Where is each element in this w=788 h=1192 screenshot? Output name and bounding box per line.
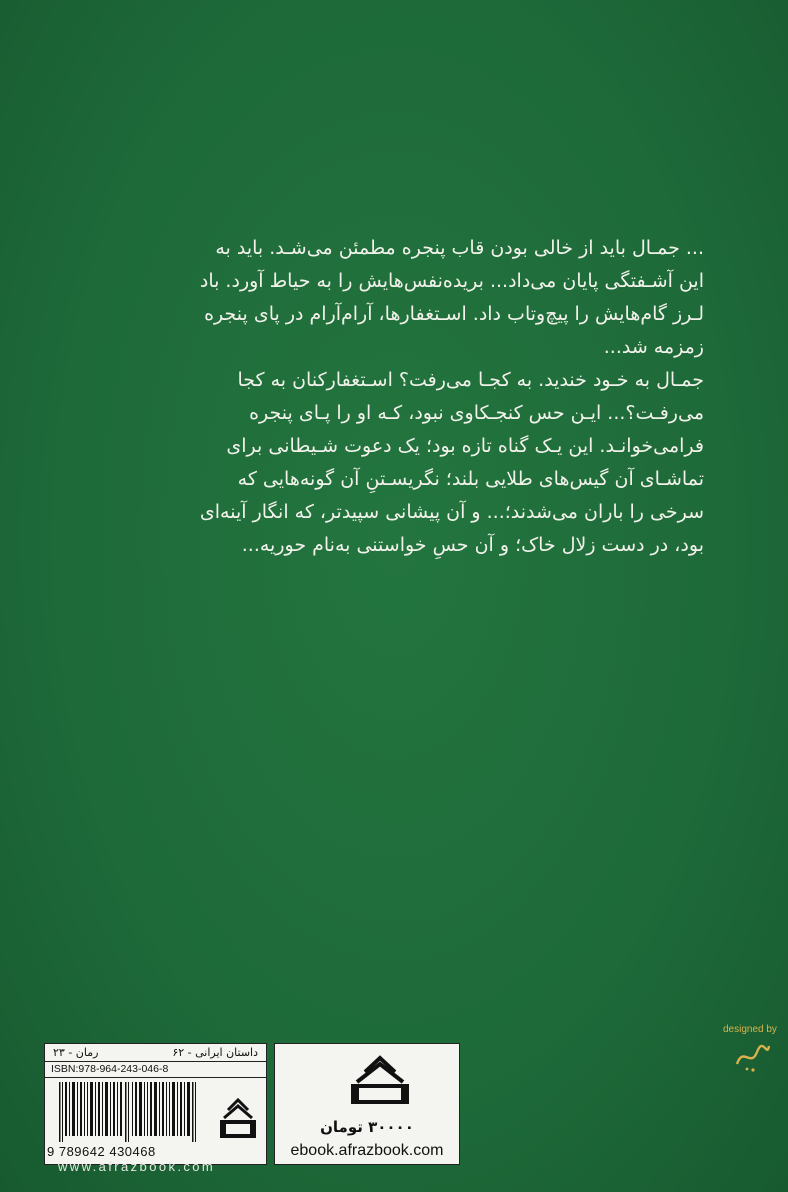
designed-by-text: designed by xyxy=(723,1024,777,1035)
blurb-line: تماشـای آن گیس‌های طلایی بلند؛ نگریسـتنِ آن گونه‌هایی که xyxy=(237,468,704,490)
blurb-line: لـرز گام‌هایش را پیچ‌وتاب داد. اسـتغفارها، آرام‌آرام در پای پنجره xyxy=(204,303,704,325)
genre-text: رمان - ۲۳ xyxy=(53,1046,99,1059)
blurb-line: ... جمـال باید از خالی بودن قاب پنجره مطمئن می‌شـد. باید به xyxy=(215,237,704,259)
series-row xyxy=(45,1044,266,1062)
price-label xyxy=(274,1043,460,1165)
blurb-line: فرامی‌خوانـد. این یـک گناه تازه بود؛ یک دعوت شـیطانی برای xyxy=(226,435,704,457)
barcode-label xyxy=(44,1043,267,1165)
price-text: ۳۰۰۰۰ تومان xyxy=(320,1118,414,1136)
isbn-text: ISBN:978-964-243-046-8 xyxy=(45,1062,266,1078)
blurb-line: بود، در دست زلال خاک؛ و آن حسِ خواستنی به‌نام حوریه... xyxy=(241,534,704,556)
afraz-logo-icon xyxy=(345,1050,415,1108)
barcode-number: 9 789642 430468 xyxy=(47,1144,156,1159)
designer-signature-icon xyxy=(733,1038,773,1074)
barcode-area xyxy=(45,1078,266,1166)
website-url: www.afrazbook.com xyxy=(58,1159,216,1174)
blurb-line: جمـال به خـود خندید. به کجـا می‌رفت؟ اسـتغفارکنان به کجا xyxy=(237,369,704,391)
blurb-line: زمزمه شد... xyxy=(603,336,704,358)
series-text: داستان ایرانی - ۶۲ xyxy=(172,1046,258,1059)
blurb-text xyxy=(92,232,704,562)
ebook-url: ebook.afrazbook.com xyxy=(290,1142,444,1159)
blurb-line: می‌رفـت؟... ایـن حس کنجـکاوی نبود، کـه او را پـای پنجره xyxy=(249,402,704,424)
barcode-icon xyxy=(59,1082,209,1142)
blurb-line: سرخی را باران می‌شدند؛... و آن پیشانی سپیدتر، که انگار آینه‌ای xyxy=(199,501,704,523)
afraz-logo-icon xyxy=(216,1088,260,1142)
blurb-line: این آشـفتگی پایان می‌داد... بریده‌نفس‌هایش را به حیاط آورد. باد xyxy=(199,270,704,292)
